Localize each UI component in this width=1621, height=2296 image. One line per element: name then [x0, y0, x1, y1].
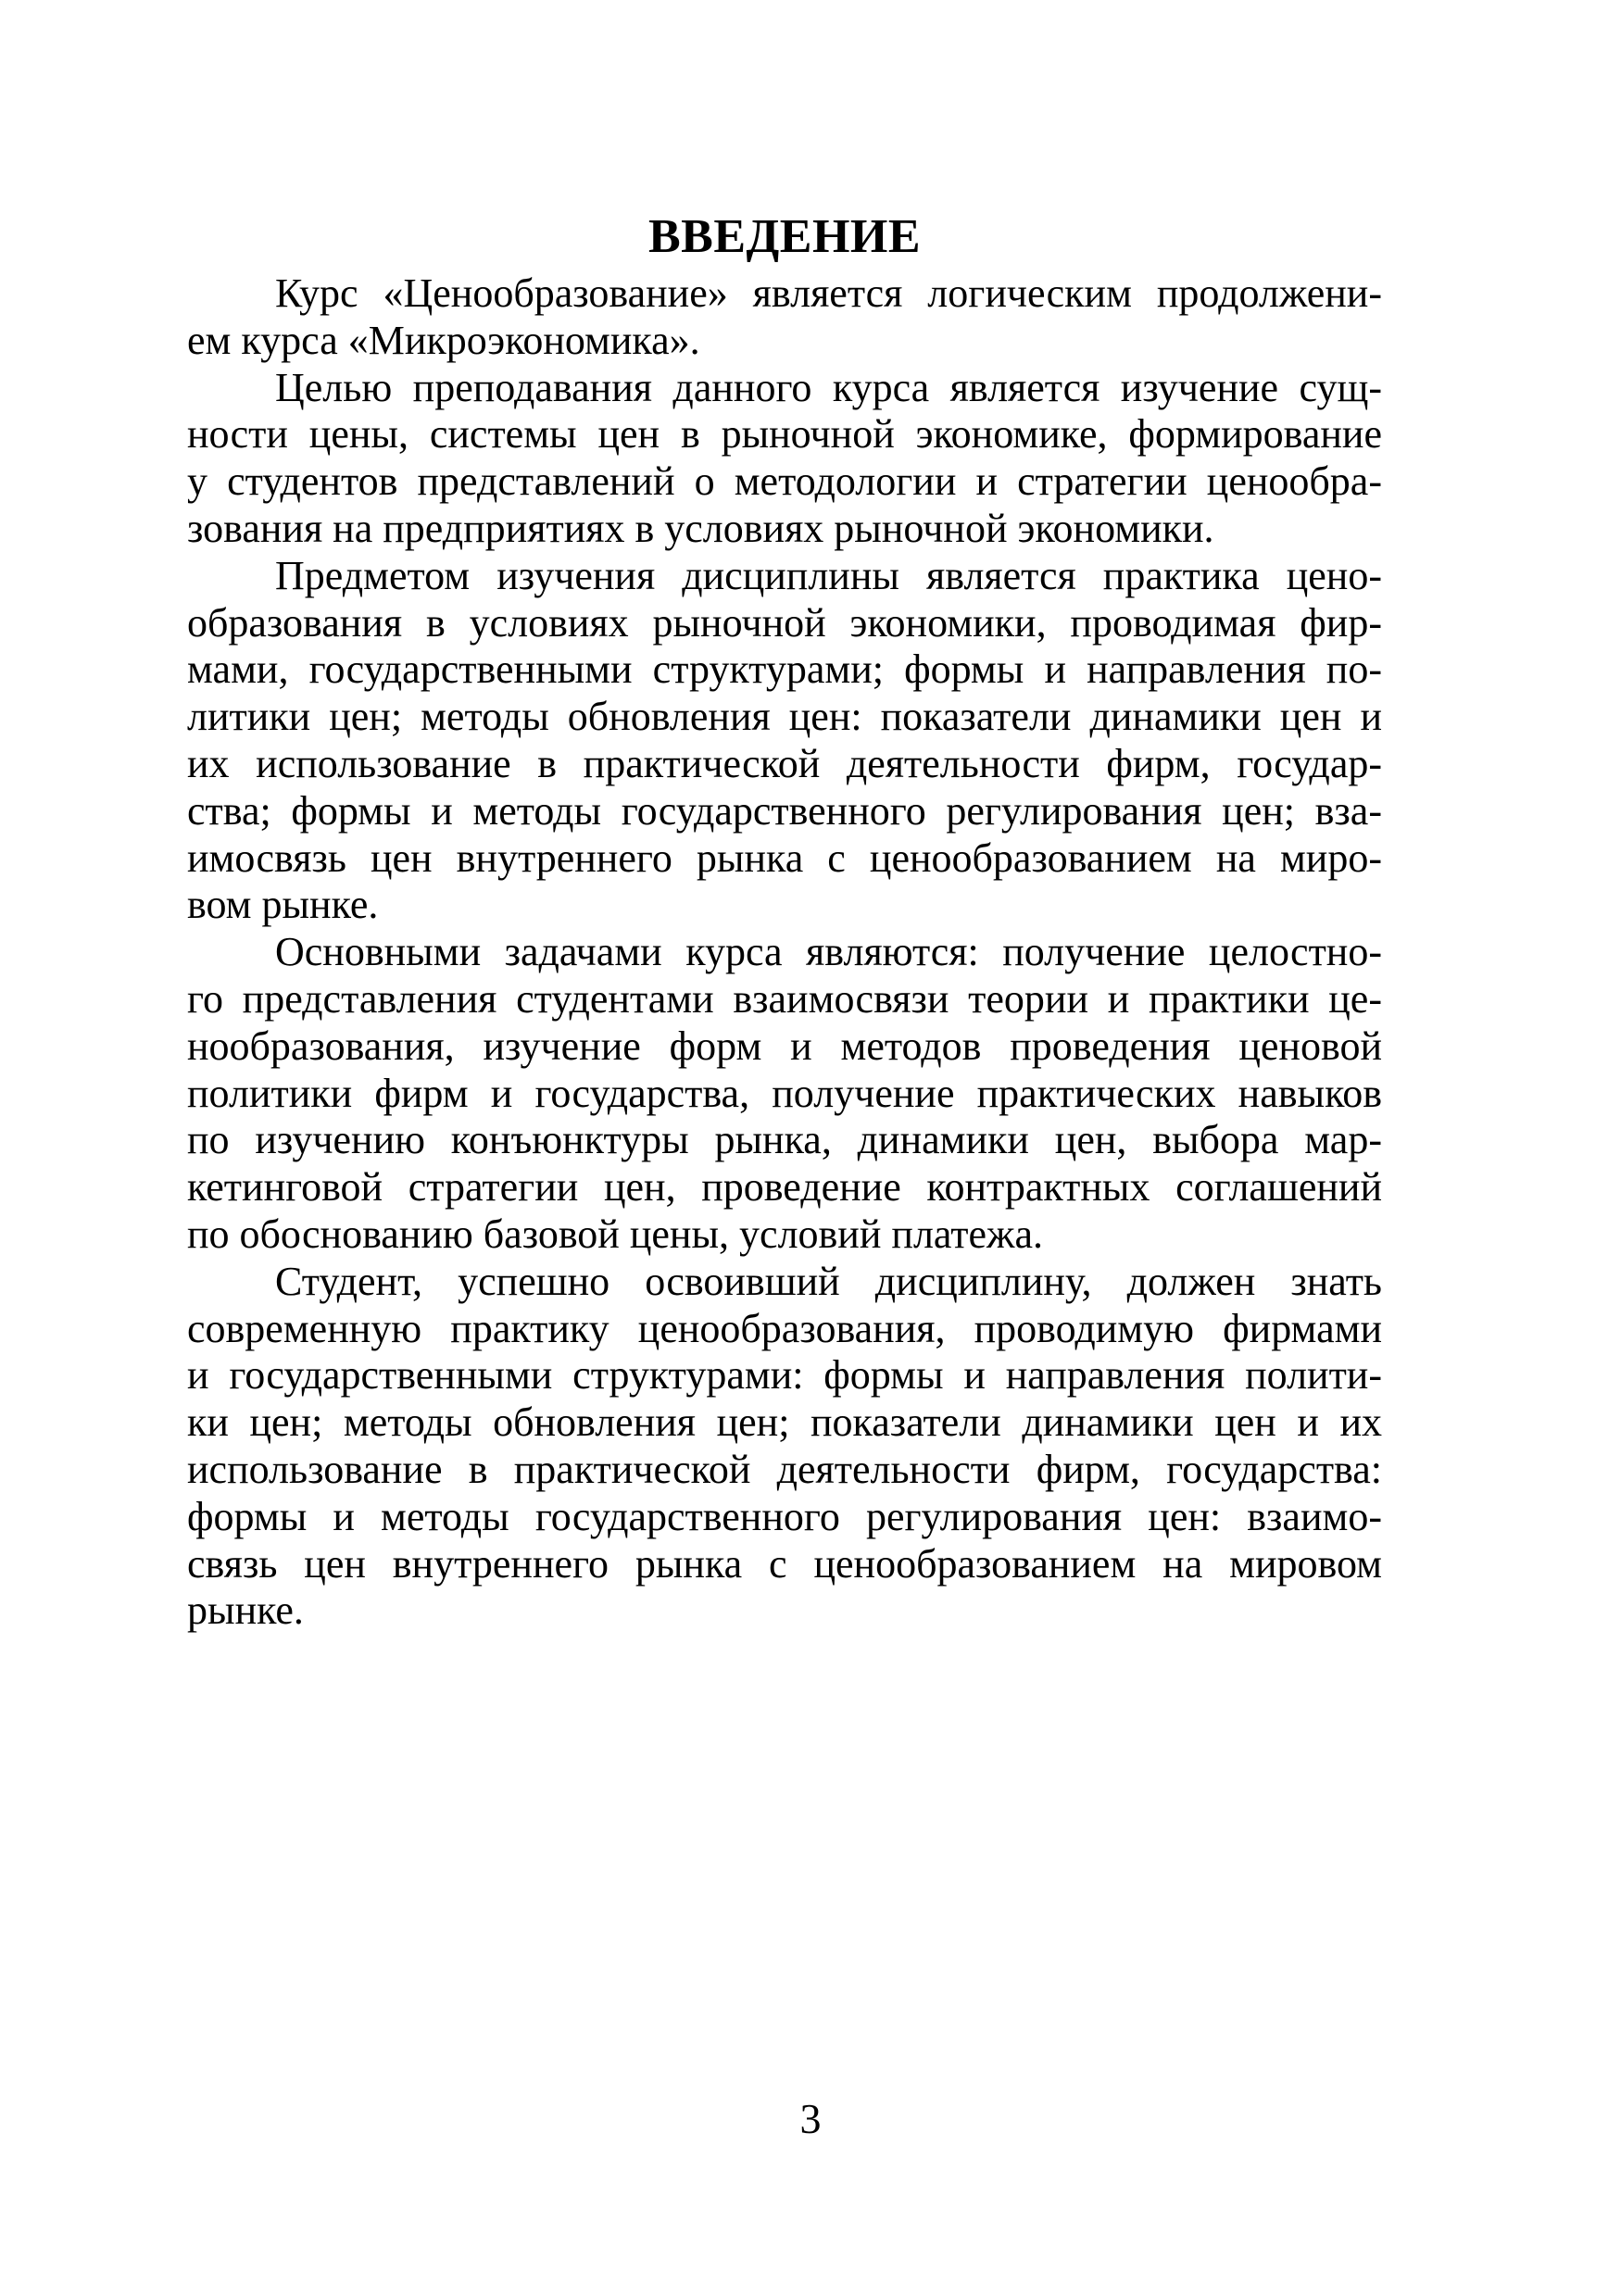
- text-line: мами, государственными структурами; формы и направления по-: [187, 646, 1382, 693]
- paragraphs-container: [187, 270, 1382, 1635]
- paragraph: [187, 270, 1382, 365]
- paragraph: [187, 929, 1382, 1259]
- text-line: ем курса «Микроэкономика».: [187, 317, 700, 363]
- text-line: политики фирм и государства, получение практических навыков: [187, 1070, 1382, 1116]
- text-line: ства; формы и методы государственного регулирования цен; вза-: [187, 787, 1382, 834]
- text-line: их использование в практической деятельности фирм, государ-: [187, 740, 1382, 786]
- text-line: и государственными структурами: формы и направления полити-: [187, 1352, 1382, 1399]
- text-line: Курс «Ценообразование» является логическим продолжени-: [275, 270, 1382, 316]
- text-line: зования на предприятиях в условиях рыночной экономики.: [187, 505, 1214, 551]
- text-line: по изучению конъюнктуры рынка, динамики цен, выбора мар-: [187, 1117, 1382, 1163]
- text-line: связь цен внутреннего рынка с ценообразованием на мировом: [187, 1540, 1382, 1587]
- paragraph: [187, 365, 1382, 553]
- text-line: ки цен; методы обновления цен; показатели динамики цен и их: [187, 1399, 1382, 1446]
- text-line: образования в условиях рыночной экономики, проводимая фир-: [187, 599, 1382, 646]
- page-number: 3: [799, 2095, 822, 2142]
- text-line: го представления студентами взаимосвязи теории и практики це-: [187, 975, 1382, 1022]
- text-line: по обоснованию базовой цены, условий платежа.: [187, 1211, 1043, 1257]
- text-line: формы и методы государственного регулирования цен: взаимо-: [187, 1493, 1382, 1539]
- text-line: Студент, успешно освоивший дисциплину, должен знать: [275, 1258, 1382, 1304]
- page-title: ВВЕДЕНИЕ: [647, 210, 922, 263]
- text-line: нообразования, изучение форм и методов проведения ценовой: [187, 1023, 1382, 1069]
- text-line: у студентов представлений о методологии и стратегии ценообра-: [187, 458, 1382, 505]
- text-line: рынке.: [187, 1587, 304, 1634]
- text-line: Предметом изучения дисциплины является практика цено-: [275, 552, 1382, 598]
- text-line: использование в практической деятельности фирм, государства:: [187, 1446, 1382, 1492]
- text-line: ности цены, системы цен в рыночной экономике, формирование: [187, 411, 1382, 458]
- text-line: литики цен; методы обновления цен: показатели динамики цен и: [187, 694, 1382, 740]
- text-line: Основными задачами курса являются: получение целостно-: [275, 929, 1382, 975]
- text-line: вом рынке.: [187, 882, 379, 928]
- paragraph: [187, 1259, 1382, 1635]
- text-line: современную практику ценообразования, проводимую фирмами: [187, 1305, 1382, 1351]
- text-line: имосвязь цен внутреннего рынка с ценообразованием на миро-: [187, 834, 1382, 881]
- text-line: кетинговой стратегии цен, проведение контрактных соглашений: [187, 1164, 1382, 1211]
- paragraph: [187, 553, 1382, 929]
- text-block: [187, 206, 1382, 1635]
- text-line: Целью преподавания данного курса является изучение сущ-: [275, 364, 1382, 410]
